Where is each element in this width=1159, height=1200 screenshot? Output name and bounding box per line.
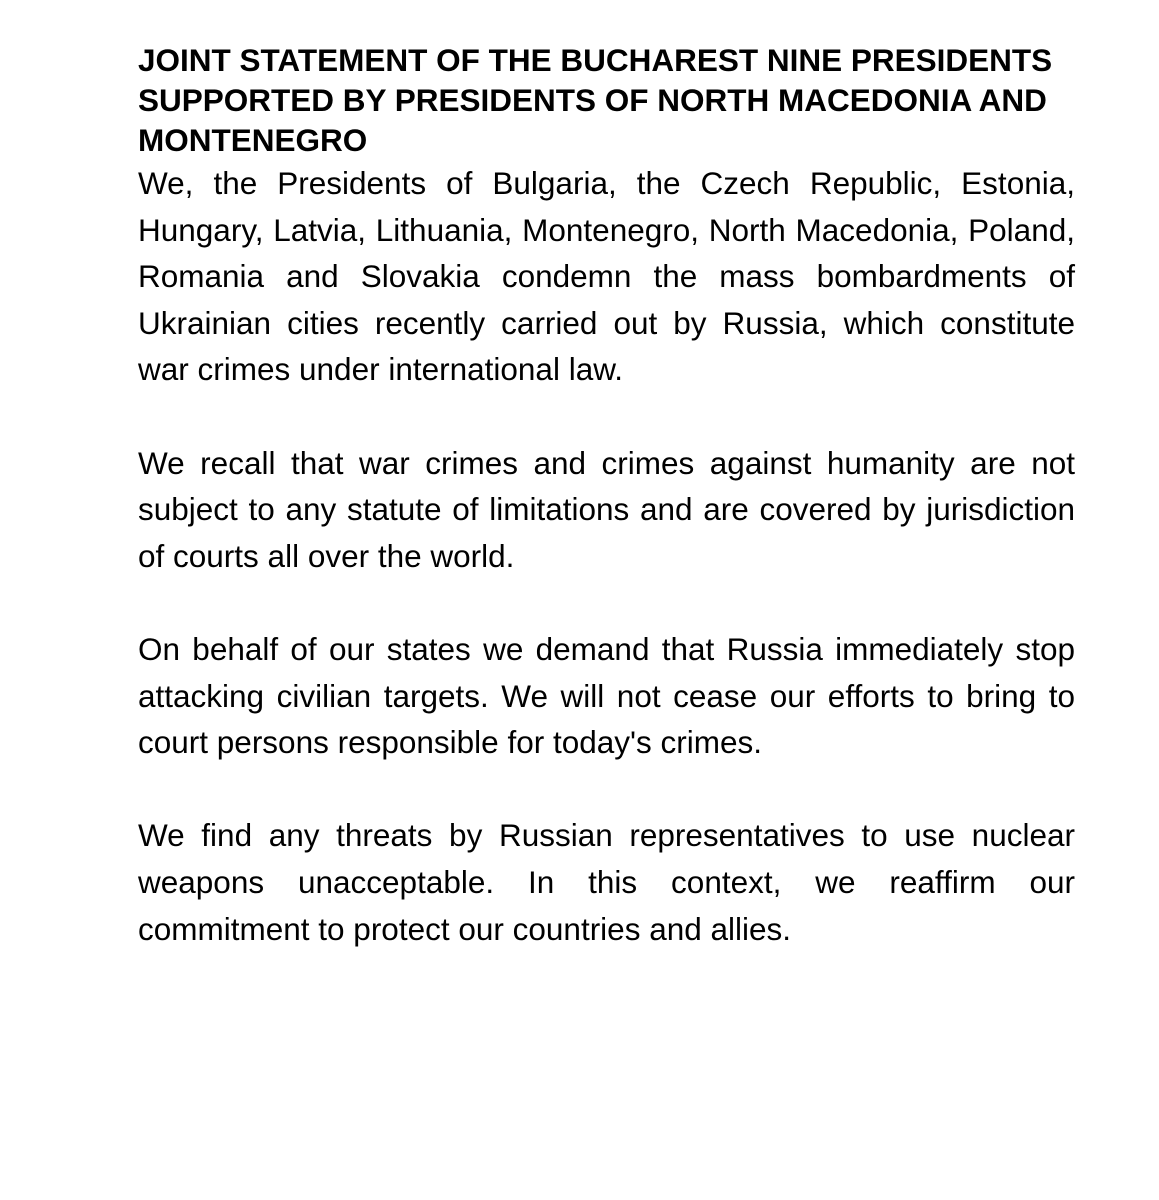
paragraph-spacer	[138, 766, 1075, 813]
paragraph-spacer	[138, 393, 1075, 440]
statement-document	[138, 40, 1075, 952]
paragraph-spacer	[138, 579, 1075, 626]
statement-title: JOINT STATEMENT OF THE BUCHAREST NINE PRESIDENTS SUPPORTED BY PRESIDENTS OF NORTH MACEDONIA AND MONTENEGRO	[138, 42, 1053, 158]
paragraph-condemnation: We, the Presidents of Bulgaria, the Czech Republic, Estonia, Hungary, Latvia, Lithuania, Montenegro, North Macedonia, Poland, Romania and Slovakia condemn the mass bombardments of Ukrainian cities recently carried out by Russia, which constitute war crimes under international law.	[138, 165, 1075, 388]
paragraph-war-crimes: We recall that war crimes and crimes against humanity are not subject to any statute of limitations and are covered by jurisdiction of courts all over the world.	[138, 444, 1075, 574]
paragraph-demand: On behalf of our states we demand that Russia immediately stop attacking civilian targets. We will not cease our efforts to bring to court persons responsible for today's crimes.	[138, 630, 1075, 761]
paragraph-nuclear-threats: We find any threats by Russian representatives to use nuclear weapons unacceptable. In this context, we reaffirm our commitment to protect our countries and allies.	[138, 817, 1075, 947]
